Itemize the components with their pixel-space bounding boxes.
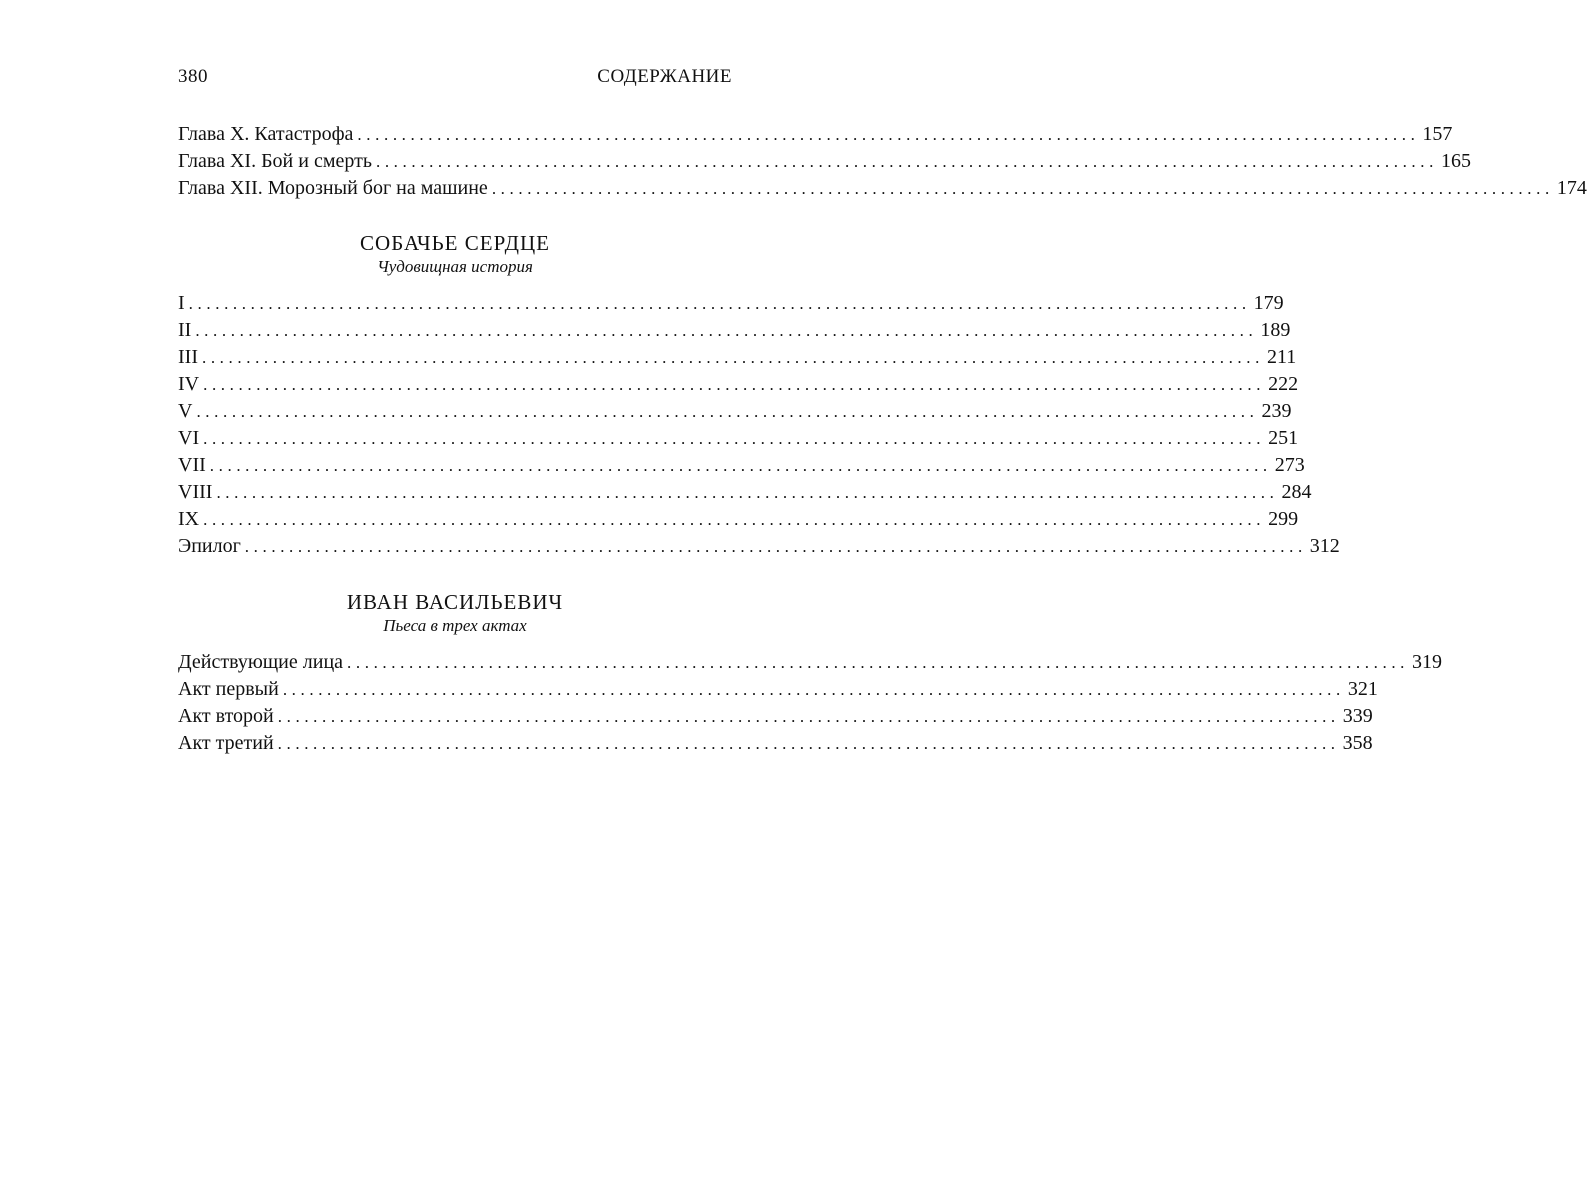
toc-entry-page: 339 [1342,705,1373,727]
dot-leader: ........................................................................................................................ [277,707,1340,726]
dot-leader: ........................................................................................................................ [201,348,1264,367]
toc-entry-page: 321 [1347,678,1378,700]
toc-continued-list [178,121,1587,202]
toc-entry [178,290,1284,317]
toc-entry [178,676,1378,703]
toc-entry-page: 284 [1281,481,1312,503]
toc-entry-title: II [178,319,192,341]
toc-entry-title: Глава X. Катастрофа [178,123,354,145]
dot-leader: ........................................................................................................................ [195,321,1258,340]
section-subtitle: Пьеса в трех актах [383,616,527,635]
toc-entry-title: VI [178,427,200,449]
toc-entry-title: IV [178,373,200,395]
toc-entry-page: 165 [1440,150,1471,172]
toc-entry-title: VIII [178,481,213,503]
toc-entry-page: 179 [1253,292,1284,314]
dot-leader: ........................................................................................................................ [196,402,1259,421]
toc-entry-title: VII [178,454,206,476]
toc-entry-title: Акт первый [178,678,279,700]
toc-entry-title: Эпилог [178,535,241,557]
page-number: 380 [178,66,208,87]
toc-entry [178,344,1297,371]
toc-entry-page: 273 [1274,454,1305,476]
dot-leader: ........................................................................................................................ [277,734,1340,753]
toc-entry-title: Действующие лица [178,651,344,673]
running-head [178,66,732,88]
toc-entry-title: Акт третий [178,732,274,754]
section-subtitle: Чудовищная история [377,257,533,276]
toc-entry-page: 299 [1268,508,1299,530]
toc-entry [178,703,1373,730]
toc-section-ivan-vasilyevich [178,589,1443,757]
toc-entry-page: 358 [1342,732,1373,754]
toc-entry [178,175,1587,202]
running-title: СОДЕРЖАНИЕ [597,66,732,87]
toc-entry-title: Глава XII. Морозный бог на машине [178,177,488,199]
dot-leader: ........................................................................................................................ [282,680,1345,699]
dot-leader: ........................................................................................................................ [203,375,1266,394]
toc-entry [178,479,1312,506]
toc-entry [178,730,1373,757]
toc-entry [178,506,1299,533]
toc-entry [178,649,1443,676]
toc-entry [178,533,1340,560]
dot-leader: ........................................................................................................................ [357,125,1420,144]
toc-entry-page: 174 [1556,177,1587,199]
toc-entry-page: 239 [1261,400,1292,422]
toc-entry-page: 251 [1268,427,1299,449]
dot-leader: ........................................................................................................................ [491,179,1554,198]
toc-entry-page: 189 [1260,319,1291,341]
toc-entry-title: III [178,346,198,368]
section-title: СОБАЧЬЕ СЕРДЦЕ [360,231,550,255]
dot-leader: ........................................................................................................................ [216,483,1279,502]
section-title: ИВАН ВАСИЛЬЕВИЧ [346,590,564,614]
toc-entry-title: IX [178,508,200,530]
toc-section-sobachye-serdtse [178,230,1340,560]
toc-entry-title: Акт второй [178,705,274,727]
toc-entry [178,317,1291,344]
toc-entry [178,398,1292,425]
dot-leader: ........................................................................................................................ [203,429,1266,448]
toc-entry-title: Глава XI. Бой и смерть [178,150,372,172]
dot-leader: ........................................................................................................................ [209,456,1272,475]
toc-entry [178,148,1471,175]
toc-entry-title: I [178,292,185,314]
toc-entry-page: 157 [1422,123,1453,145]
dot-leader: ........................................................................................................................ [347,653,1410,672]
toc-entry-page: 312 [1309,535,1340,557]
dot-leader: ........................................................................................................................ [244,537,1307,556]
toc-entry [178,121,1453,148]
dot-leader: ........................................................................................................................ [375,152,1438,171]
toc-entry-title: V [178,400,193,422]
dot-leader: ........................................................................................................................ [203,510,1266,529]
toc-entry [178,425,1299,452]
toc-entry-page: 319 [1412,651,1443,673]
dot-leader: ........................................................................................................................ [188,294,1251,313]
toc-entry [178,371,1299,398]
toc-entry [178,452,1305,479]
toc-entry-page: 222 [1268,373,1299,395]
toc-entry-page: 211 [1266,346,1297,368]
